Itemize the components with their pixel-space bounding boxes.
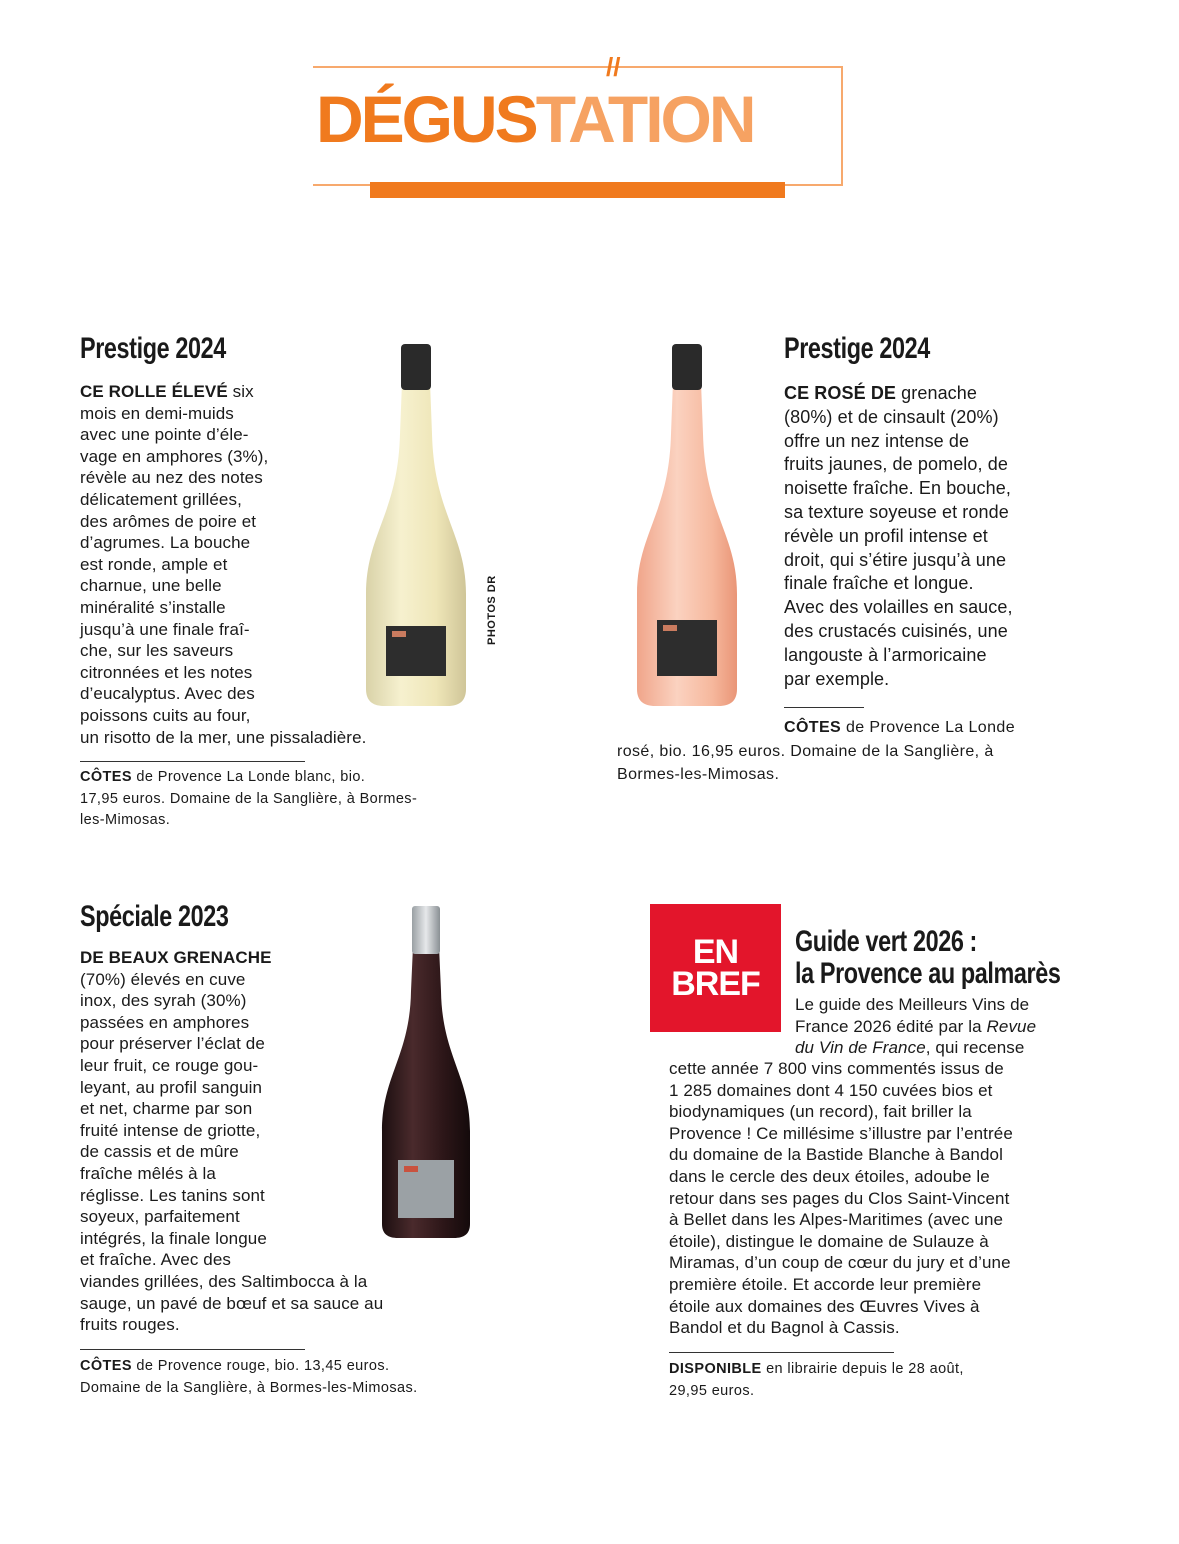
rose-wine-bottle-image xyxy=(633,344,741,710)
article3-body: DE BEAUX GRENACHE (70%) élevés en cuve inox, des syrah (30%) passées en amphores pour préserver l’éclat de leur fruit, ce rouge gou- leyant, au profil sanguin et net, charme par son fruité intense de griotte, de cassis et de mûre fraîche mêlés à la réglisse. Les tanins sont soyeux, parfaitement intégrés, la finale longue et fraîche. Avec des viandes grillées, des Saltimbocca à la sauge, un pavé de bœuf et sa sauce au fruits rouges. xyxy=(80,948,384,1335)
article1-heading: Prestige 2024 xyxy=(80,332,226,365)
article3-footnote: CÔTES de Provence rouge, bio. 13,45 euros. Domaine de la Sanglière, à Bormes-les-Mimosas. xyxy=(80,1358,418,1396)
article1-lead: CE ROLLE ÉLEVÉ xyxy=(80,382,228,401)
article3-lead: DE BEAUX GRENACHE xyxy=(80,948,272,967)
article2-lead: CE ROSÉ DE xyxy=(784,383,897,403)
bref-rule xyxy=(669,1352,894,1353)
white-wine-bottle-image xyxy=(362,344,470,710)
title-part-2: TATION xyxy=(535,82,754,156)
title-part-1: DÉGUS xyxy=(316,82,536,156)
bref-body-top: Le guide des Meilleurs Vins de France 2026 édité par la Revue du Vin de France, qui recense xyxy=(795,995,1037,1058)
header-slash: // xyxy=(606,52,621,82)
article2-body: CE ROSÉ DE grenache (80%) et de cinsault (20%) offre un nez intense de fruits jaunes, de pomelo, de noisette fraîche. En bouche, sa texture soyeuse et ronde révèle un profil intense et droit, qui s’étire jusqu’à une finale fraîche et longue. Avec des volailles en sauce, des crustacés cuisinés, une langouste à l’armoricaine par exemple. xyxy=(784,383,1013,689)
page-title xyxy=(316,82,754,156)
article1-body: CE ROLLE ÉLEVÉ six mois en demi-muids avec une pointe d’éle- vage en amphores (3%), révèle au nez des notes délicatement grillées, des arômes de poire et d’agrumes. La bouche est ronde, ample et charnue, une belle minéralité s’installe jusqu’à une finale fraî- che, sur les saveurs citronnées et les notes d’eucalyptus. Avec des poissons cuits au four, un risotto de la mer, une pissaladière. xyxy=(80,382,367,747)
article2-rule xyxy=(784,707,864,708)
photo-credit: PHOTOS DR xyxy=(486,575,498,645)
article1-footnote: CÔTES de Provence La Londe blanc, bio. 17,95 euros. Domaine de la Sanglière, à Bormes- les-Mimosas. xyxy=(80,769,418,828)
red-wine-bottle-image xyxy=(378,906,474,1240)
header-underline xyxy=(370,182,785,198)
bref-body: cette année 7 800 vins commentés issus de 1 285 domaines dont 4 150 cuvées bios et biodynamiques (un record), fait briller la Provence ! Ce millésime s’illustre par l’entrée du domaine de la Bastide Blanche à Bandol dans le cercle des deux étoiles, adoube le retour dans ses pages du Clos Saint-Vincent à Bellet dans les Alpes-Maritimes (avec une étoile), distingue le domaine de Sulauze à Miramas, d’un coup de cœur du jury et d’une première étoile. Et accorde leur première étoile aux domaines des Œuvres Vives à Bandol et du Bagnol à Cassis. xyxy=(669,1059,1013,1338)
article3-heading: Spéciale 2023 xyxy=(80,900,229,933)
bref-footnote: DISPONIBLE en librairie depuis le 28 août, 29,95 euros. xyxy=(669,1361,964,1399)
en-bref-badge: EN BREF xyxy=(650,904,781,1032)
article1-rule xyxy=(80,761,305,762)
article2-heading: Prestige 2024 xyxy=(784,332,930,365)
article2-footnote: CÔTES de Provence La Londe rosé, bio. 16,95 euros. Domaine de la Sanglière, à Bormes-les-Mimosas. xyxy=(617,719,1015,783)
bref-heading: Guide vert 2026 : la Provence au palmarès xyxy=(795,925,1061,990)
article3-rule xyxy=(80,1349,305,1350)
